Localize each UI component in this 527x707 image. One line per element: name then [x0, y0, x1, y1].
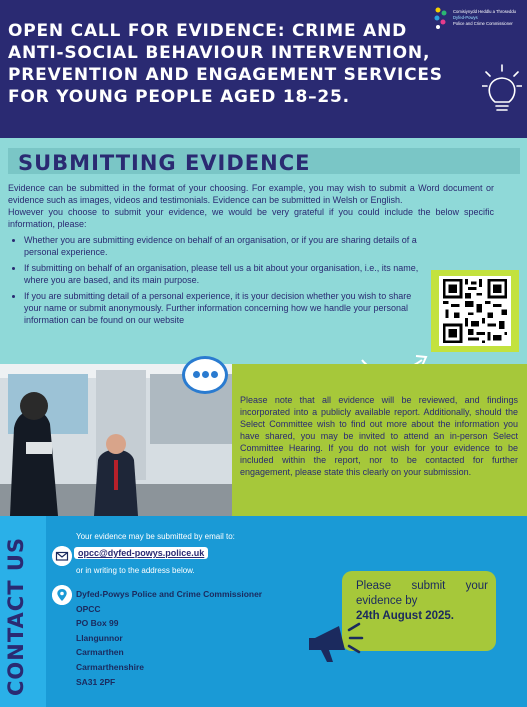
deadline-date: 24th August 2025. — [356, 610, 454, 622]
paragraph: Evidence can be submitted in the format of your choosing. For example, you may wish to submit a Word document or evidence such as images, videos and testimonials. Evidence can be submitted in Welsh or English. — [8, 183, 494, 205]
address-line: SA31 2PF — [76, 676, 116, 687]
address-line: Carmarthen — [76, 647, 124, 658]
list-item: • If submitting on behalf of an organisation, please tell us a bit about your organisation, i.e., its name, where you are based, and its main purpose. — [24, 262, 424, 286]
logo-mark-icon — [432, 6, 452, 30]
address-line: OPCC — [76, 603, 101, 614]
contact-heading-strip — [0, 516, 46, 707]
lightbulb-icon — [482, 62, 522, 122]
header-banner — [0, 0, 527, 138]
list-item: • Whether you are submitting evidence on behalf of an organisation, or if you are sharing details of a personal experience. — [24, 234, 424, 258]
logo-line: Comisiynydd Heddlu a Throseddu — [453, 9, 517, 14]
opcc-logo — [432, 6, 527, 36]
deadline-prompt: Please submit your evidence by — [356, 580, 488, 607]
email-icon — [52, 546, 72, 566]
list-item: • If you are submitting detail of a personal experience, it is your decision whether you wish to share your name or submit anonymously. Further information concerning how we handle your personal information can be found on our website — [24, 290, 424, 326]
email-intro: Your evidence may be submitted by email to: — [76, 532, 235, 541]
review-note-panel — [232, 364, 527, 516]
address-line: Llangunnor — [76, 632, 123, 643]
requirements-list — [8, 234, 424, 326]
email-link[interactable]: opcc@dyfed-powys.police.uk — [74, 547, 208, 559]
submitting-evidence-section — [0, 138, 527, 364]
qr-code-frame — [431, 270, 519, 352]
review-note-text: Please note that all evidence will be reviewed, and findings incorporated into a publicly available report. Additionally, should the Select Committee wish to find out more about the information you have shared, you may be invited to attend an in-person Select Committee Hearing. If you do not wish for your evidence to be included within the report, nor to be contacted for further engagement, please state this clearly on your submission. — [240, 395, 518, 477]
page-title: OPEN CALL FOR EVIDENCE: CRIME AND ANTI-SOCIAL BEHAVIOUR INTERVENTION, PREVENTION AND ENGAGEMENT SERVICES FOR YOUNG PEOPLE AGED 18–25. — [8, 21, 443, 107]
deadline-text — [356, 579, 488, 624]
section-heading: SUBMITTING EVIDENCE — [18, 151, 311, 175]
qr-code[interactable] — [439, 276, 511, 346]
megaphone-icon — [305, 616, 367, 666]
address-line: PO Box 99 — [76, 618, 119, 629]
postal-address — [76, 587, 262, 689]
location-pin-icon — [52, 585, 72, 605]
paragraph: However you choose to submit your evidence, we would be very grateful if you could include the below specific information, please: — [8, 207, 494, 229]
section-heading-band — [8, 148, 520, 174]
contact-heading: CONTACT US — [4, 536, 28, 696]
post-intro: or in writing to the address below. — [76, 566, 195, 575]
logo-text — [453, 9, 516, 27]
logo-line: Dyfed-Powys — [453, 15, 478, 20]
contact-section — [0, 516, 527, 707]
logo-line: Police and Crime Commissioner — [453, 21, 513, 26]
address-line: Dyfed-Powys Police and Crime Commissioner — [76, 589, 263, 599]
more-dots-icon — [182, 356, 228, 394]
evidence-body — [8, 182, 494, 330]
address-line: Carmarthenshire — [76, 661, 145, 672]
